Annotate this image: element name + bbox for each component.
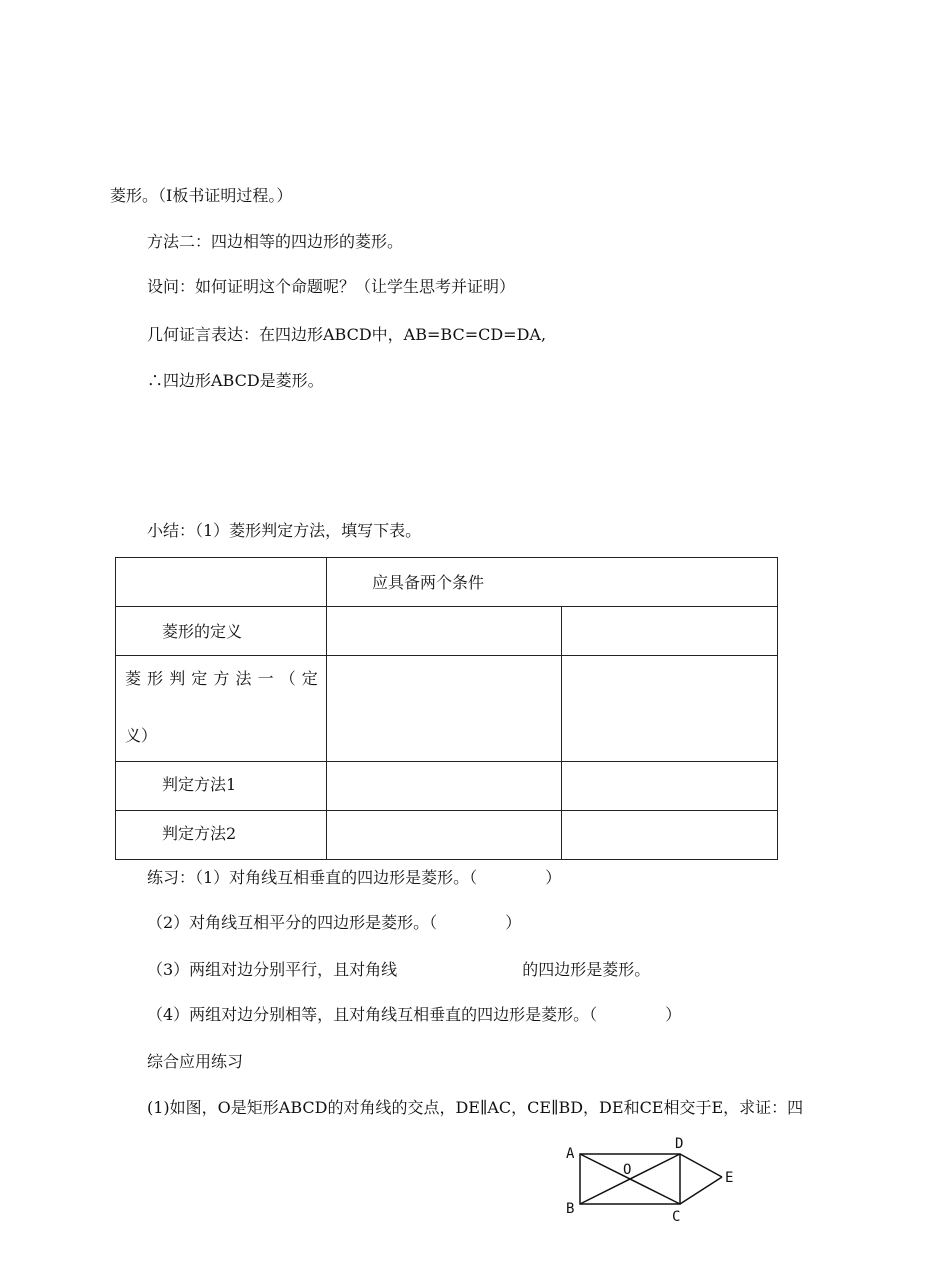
practice-4-text: （4）两组对边分别相等，且对角线互相垂直的四边形是菱形。（	[147, 1005, 598, 1024]
text-line-1: 菱形。（I板书证明过程。）	[110, 186, 293, 205]
judgment-table	[115, 557, 778, 860]
label-o: O	[623, 1162, 632, 1178]
table-header-cell	[327, 558, 778, 607]
rectangle-figure	[555, 1130, 755, 1230]
table-cell	[116, 811, 327, 860]
table-cell	[562, 762, 778, 811]
table-cell	[327, 811, 562, 860]
table-cell	[116, 762, 327, 811]
text-line-4: 几何证言表达：在四边形ABCD中，AB=BC=CD=DA,	[147, 325, 547, 344]
table-row-label: 判定方法1	[162, 775, 237, 794]
application-title: 综合应用练习	[147, 1052, 244, 1071]
practice-line-4	[147, 1005, 681, 1025]
label-a: A	[566, 1146, 575, 1162]
table-row	[116, 811, 778, 860]
practice-line-1	[147, 868, 561, 888]
summary-line: 小结：（1）菱形判定方法，填写下表。	[147, 521, 422, 540]
practice-line-2	[147, 913, 521, 933]
application-question-1: (1)如图，O是矩形ABCD的对角线的交点，DE∥AC，CE∥BD，DE和CE相交于E，求证：四	[147, 1098, 804, 1117]
table-header-label: 应具备两个条件	[372, 573, 485, 592]
segment-de	[680, 1154, 722, 1177]
practice-3-text: （3）两组对边分别平行，且对角线	[147, 960, 398, 979]
practice-4-close: ）	[665, 1005, 682, 1024]
table-cell	[116, 656, 327, 762]
table-row-label: 判定方法2	[162, 824, 237, 843]
text-line-2: 方法二：四边相等的四边形的菱形。	[147, 232, 404, 251]
table-cell	[116, 607, 327, 656]
table-cell	[562, 656, 778, 762]
text-line-3: 设问：如何证明这个命题呢？（让学生思考并证明）	[147, 277, 516, 296]
practice-1-close: ）	[545, 868, 562, 887]
table-cell	[327, 607, 562, 656]
label-d: D	[675, 1136, 684, 1152]
table-row	[116, 607, 778, 656]
table-row	[116, 656, 778, 762]
practice-1-text: 练习：（1）对角线互相垂直的四边形是菱形。（	[147, 868, 478, 887]
practice-line-3	[147, 960, 650, 980]
table-cell	[562, 811, 778, 860]
practice-2-text: （2）对角线互相平分的四边形是菱形。（	[147, 913, 438, 932]
segment-ce	[680, 1177, 722, 1204]
label-e: E	[725, 1170, 734, 1186]
table-cell	[327, 656, 562, 762]
practice-3-tail: 的四边形是菱形。	[522, 960, 651, 979]
practice-2-close: ）	[505, 913, 522, 932]
table-row-label: 菱形判定方法一（定	[125, 669, 324, 688]
table-cell	[327, 762, 562, 811]
label-b: B	[566, 1201, 575, 1217]
label-c: C	[672, 1209, 681, 1225]
table-row	[116, 762, 778, 811]
table-cell	[116, 558, 327, 607]
table-row-label: 义）	[125, 726, 158, 745]
text-line-5: ∴四边形ABCD是菱形。	[147, 371, 324, 390]
table-row	[116, 558, 778, 607]
table-row-label: 菱形的定义	[162, 622, 243, 641]
table-cell	[562, 607, 778, 656]
